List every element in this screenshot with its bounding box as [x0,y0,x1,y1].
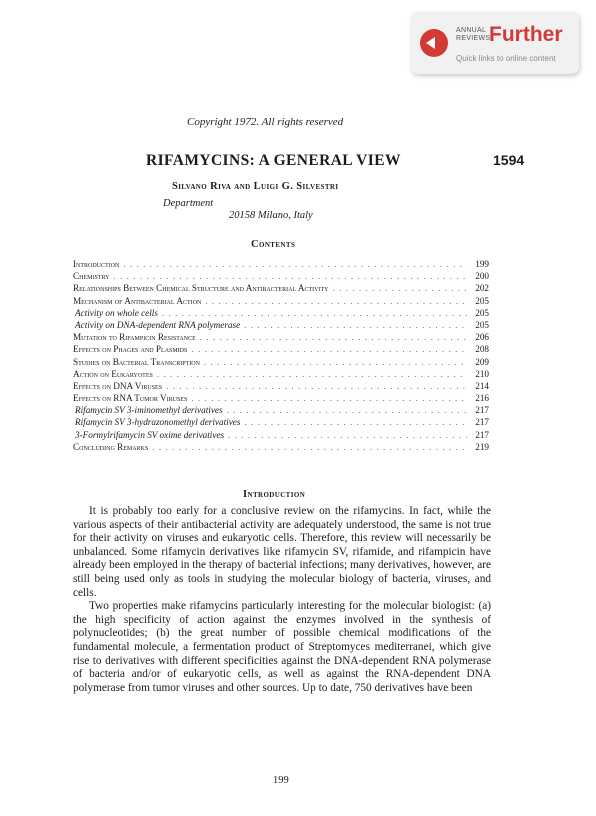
address: 20158 Milano, Italy [229,210,313,221]
toc-entry-page: 205 [475,319,489,330]
toc-entry [73,308,489,320]
toc-entry-page: 205 [475,295,489,306]
toc-entry-page: 199 [475,259,489,269]
further-label[interactable]: Further [489,23,563,46]
logo-line-2: REVIEWS [456,35,491,42]
leader-dots [162,308,467,318]
leader-dots [123,259,467,269]
toc-entry-label: Studies on Bacterial Transcription [73,356,200,367]
toc-entry-label: Effects on Phages and Plasmids [73,344,188,355]
toc-entry-page: 219 [475,441,489,452]
toc-entry-page: 202 [475,283,489,294]
toc-entry-label: Action on Eukaryotes [73,368,153,379]
leader-dots [166,381,467,391]
toc-entry-label: 3-Formylrifamycin SV oxime derivatives [75,429,225,440]
leader-dots [228,430,467,440]
leader-dots [200,332,467,342]
introduction-heading: Introduction [243,489,306,500]
leader-dots [204,357,467,367]
leader-dots [333,283,467,293]
toc-entry [73,357,489,369]
leader-dots [205,296,467,306]
leader-dots [244,417,467,427]
leader-dots [113,271,467,281]
body-text [73,505,491,695]
toc-entry-label: Mutation to Rifampicin Resistance [73,332,196,343]
authors: Silvano Riva and Luigi G. Silvestri [172,181,339,192]
back-arrow-icon[interactable] [420,29,448,57]
toc-entry [73,405,489,417]
toc-entry-page: 214 [475,380,489,391]
toc-entry-page: 217 [475,417,489,428]
toc-entry-page: 217 [475,405,489,416]
table-of-contents [73,259,489,454]
toc-entry-page: 206 [475,332,489,343]
toc-entry-label: Activity on DNA-dependent RNA polymerase [75,319,241,330]
toc-entry-page: 208 [475,344,489,355]
toc-entry-label: Relationships Between Chemical Structure and Antibacterial Activity [73,283,329,294]
toc-entry [73,393,489,405]
toc-entry-page: 217 [475,429,489,440]
toc-entry-label: Effects on RNA Tumor Viruses [73,393,188,404]
toc-entry-label: Mechanism of Antibacterial Action [73,295,202,306]
leader-dots [191,344,467,354]
leader-dots [244,320,467,330]
toc-entry [73,369,489,381]
toc-entry-label: Chemistry [73,271,110,282]
copyright-notice: Copyright 1972. All rights reserved [187,116,344,128]
toc-entry-page: 200 [475,271,489,282]
page-number: 199 [273,775,289,786]
toc-entry-page: 205 [475,307,489,318]
toc-entry-label: Activity on whole cells [75,307,158,318]
toc-entry [73,344,489,356]
toc-entry-page: 216 [475,393,489,404]
page-id: 1594 [493,152,525,168]
toc-entry-page: 210 [475,368,489,379]
toc-entry [73,332,489,344]
leader-dots [227,405,467,415]
leader-dots [157,369,467,379]
toc-entry-label: Rifamycin SV 3-iminomethyl derivatives [75,405,223,416]
toc-entry-label: Rifamycin SV 3-hydrazonomethyl derivatives [75,417,241,428]
contents-heading: Contents [251,239,296,250]
toc-entry [73,430,489,442]
toc-entry-label: Effects on DNA Viruses [73,380,163,391]
toc-entry [73,271,489,283]
toc-entry [73,442,489,454]
toc-entry [73,381,489,393]
toc-entry [73,259,489,271]
logo-line-1: ANNUAL [456,27,487,34]
annual-reviews-logo [456,27,490,43]
paragraph: Two properties make rifamycins particularly interesting for the molecular biologist: (a) the high specificity of action against the enzymes involved in the synthesis of polynucleotides; (b) the great number of possible chemical modifications of the fundamental molecule, a fermentation product of Streptomyces mediterranei, which give rise to derivatives with different specificities against the DNA-dependent RNA polymerase of bacteria and/or of eukaryotic cells, as well as against the RNA-dependent DNA polymerase from tumor viruses and other sources. Up to date, 750 derivatives have been [73,600,491,694]
toc-entry-page: 209 [475,356,489,367]
leader-dots [152,442,467,452]
toc-entry [73,283,489,295]
article-title: RIFAMYCINS: A GENERAL VIEW [146,152,401,169]
paragraph: It is probably too early for a conclusive review on the rifamycins. In fact, while the various aspects of their antibacterial activity are adequately understood, the same is not true for their activity on viruses and eukaryotic cells. Therefore, this review will necessarily be unbalanced. Some rifamycin derivatives like rifamycin SV, rifamide, and rifampicin have already been employed in the therapy of bacterial infections; many derivatives, however, are still being used only as tools in studying the molecular biology of bacteria, viruses, and cells. [73,505,491,599]
further-banner[interactable] [411,12,579,74]
toc-entry-label: Concluding Remarks [73,441,149,452]
department: Department [163,198,214,209]
quick-links-text[interactable]: Quick links to online content [456,54,556,63]
toc-entry [73,320,489,332]
leader-dots [191,393,467,403]
toc-entry-label: Introduction [73,259,120,269]
toc-entry [73,417,489,429]
toc-entry [73,296,489,308]
